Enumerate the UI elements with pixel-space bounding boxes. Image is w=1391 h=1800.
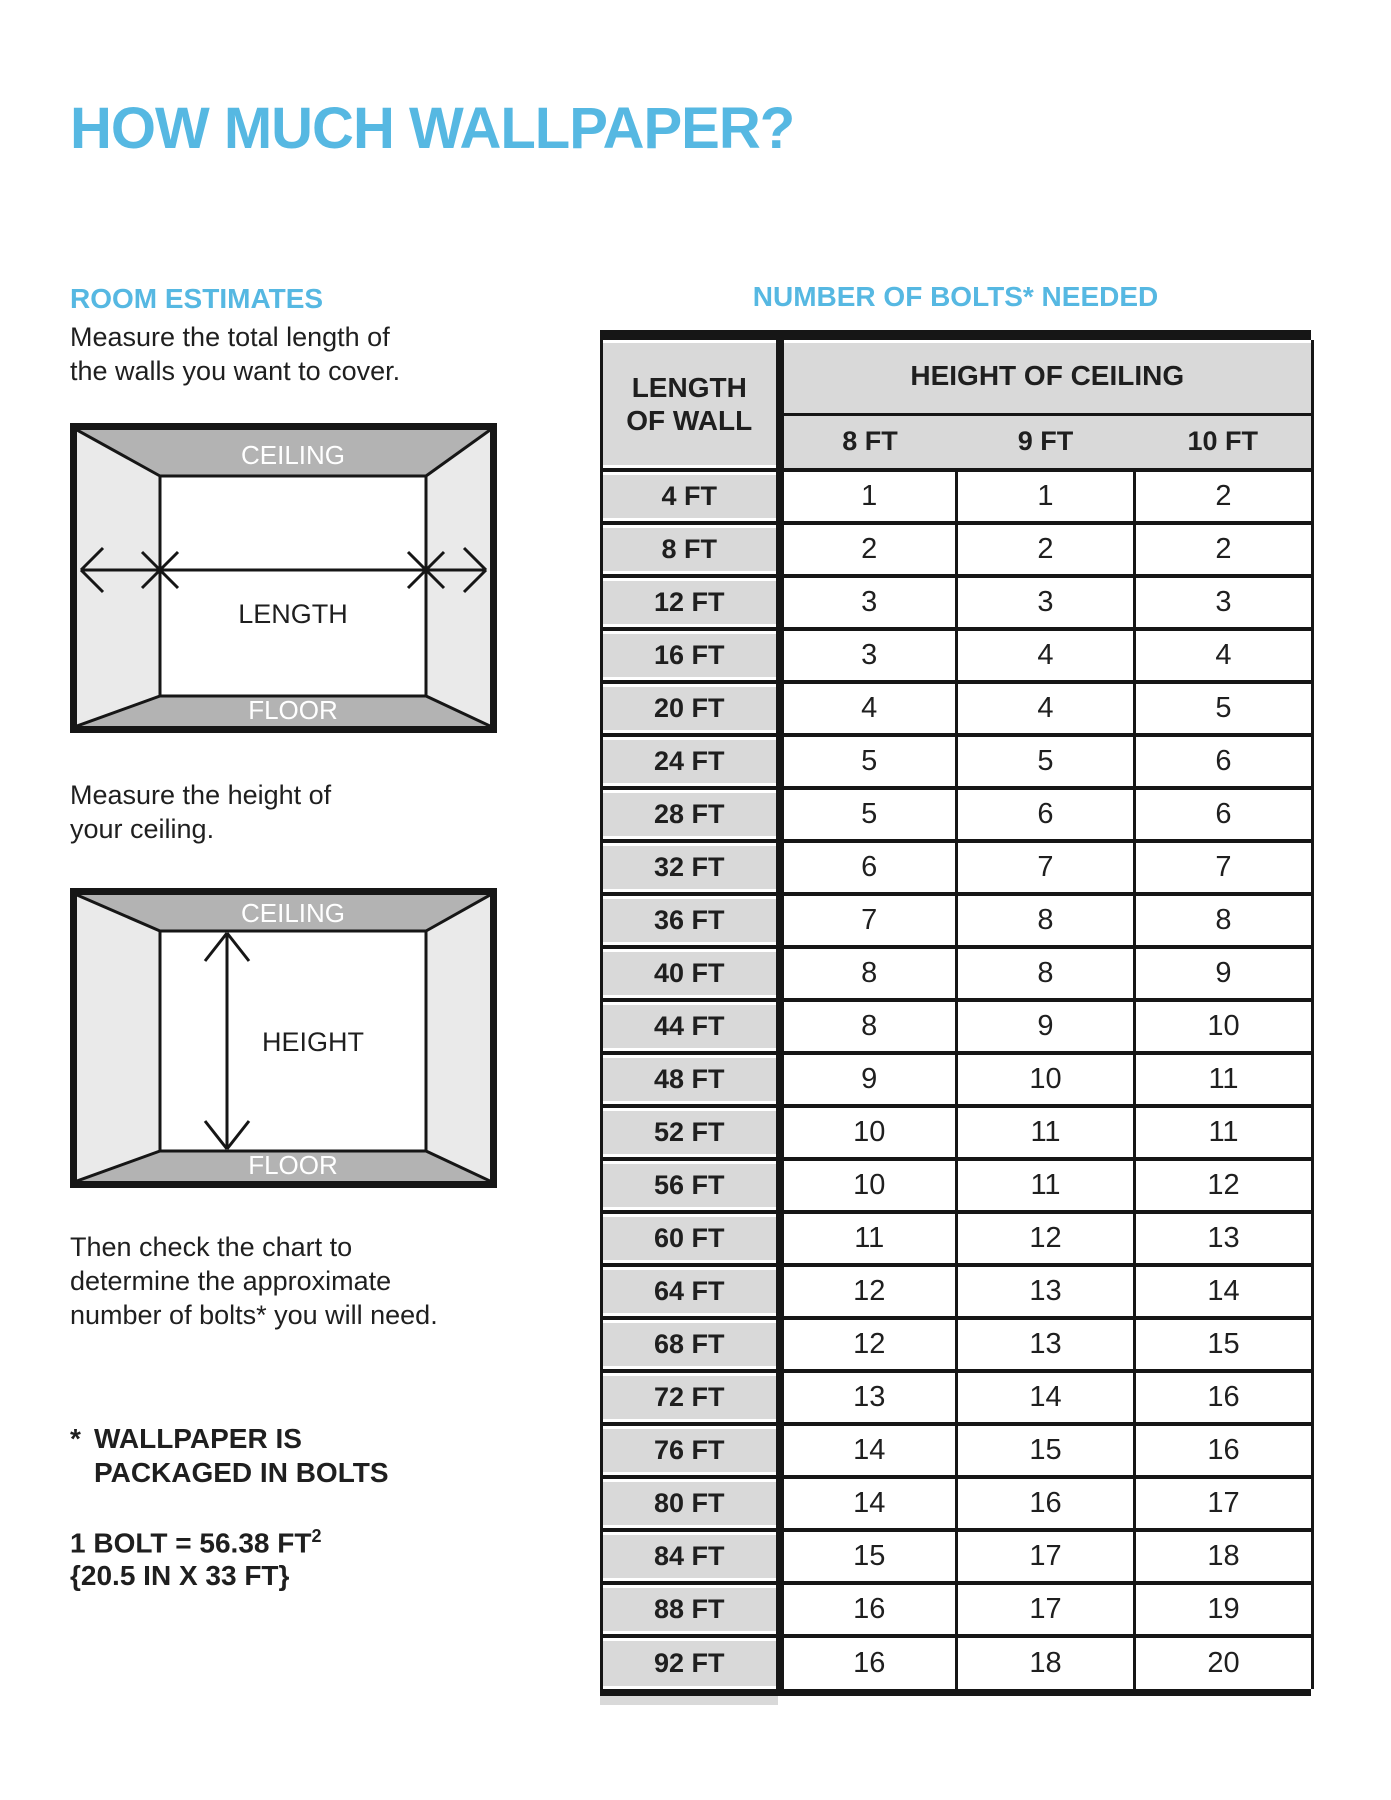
header-row [602, 340, 1313, 414]
height-room-diagram [70, 888, 497, 1188]
bolt-count-cell: 15 [780, 1530, 957, 1583]
row-header-92-ft: 92 FT [602, 1636, 780, 1689]
table-row [602, 629, 1313, 682]
bolt-count-cell: 6 [1135, 788, 1313, 841]
left-wall [77, 895, 160, 1181]
bolt-count-cell: 13 [780, 1371, 957, 1424]
height-label: HEIGHT [262, 1027, 365, 1057]
ceiling-label: CEILING [240, 898, 346, 928]
row-header-56-ft: 56 FT [602, 1159, 780, 1212]
row-header-76-ft: 76 FT [602, 1424, 780, 1477]
bolt-count-cell: 11 [780, 1212, 957, 1265]
table-row [602, 1477, 1313, 1530]
row-header-44-ft: 44 FT [602, 1000, 780, 1053]
row-header-4-ft: 4 FT [602, 470, 780, 523]
row-header-20-ft: 20 FT [602, 682, 780, 735]
bolt-count-cell: 8 [1135, 894, 1313, 947]
bolt-count-cell: 6 [957, 788, 1135, 841]
table-row [602, 1424, 1313, 1477]
bolt-count-cell: 6 [1135, 735, 1313, 788]
bolt-count-cell: 5 [1135, 682, 1313, 735]
bolt-count-cell: 14 [957, 1371, 1135, 1424]
bolt-count-cell: 16 [780, 1636, 957, 1689]
bolts-table-container [600, 330, 1311, 1696]
bolt-count-cell: 3 [780, 629, 957, 682]
bolt-dimensions: {20.5 IN X 33 FT} [70, 1560, 290, 1592]
measure-length-paragraph [70, 320, 400, 388]
bolt-count-cell: 16 [957, 1477, 1135, 1530]
bolt-count-cell: 8 [780, 947, 957, 1000]
row-header-64-ft: 64 FT [602, 1265, 780, 1318]
bolt-count-cell: 2 [1135, 523, 1313, 576]
bolt-count-cell: 1 [780, 470, 957, 523]
bolt-count-cell: 5 [780, 735, 957, 788]
bolt-count-cell: 4 [1135, 629, 1313, 682]
bolt-count-cell: 19 [1135, 1583, 1313, 1636]
paragraph-line: Measure the height of [70, 780, 332, 810]
col-header-9ft: 9 FT [957, 414, 1135, 470]
paragraph-line: determine the approximate [70, 1266, 392, 1296]
col-header-8ft: 8 FT [780, 414, 957, 470]
footnote-line: WALLPAPER IS [94, 1423, 302, 1454]
bolt-count-cell: 12 [957, 1212, 1135, 1265]
bolt-count-cell: 10 [780, 1106, 957, 1159]
bolts-needed-heading: NUMBER OF BOLTS* NEEDED [752, 281, 1159, 313]
bolt-count-cell: 15 [957, 1424, 1135, 1477]
bolt-count-cell: 14 [1135, 1265, 1313, 1318]
bolt-count-cell: 5 [957, 735, 1135, 788]
bolt-count-cell: 15 [1135, 1318, 1313, 1371]
bolt-count-cell: 11 [1135, 1106, 1313, 1159]
bolt-count-cell: 11 [957, 1106, 1135, 1159]
ceiling-label: CEILING [240, 440, 346, 470]
length-label: LENGTH [238, 599, 348, 629]
table-row [602, 1636, 1313, 1689]
bolt-count-cell: 13 [957, 1318, 1135, 1371]
table-row [602, 1530, 1313, 1583]
bolt-count-cell: 4 [780, 682, 957, 735]
table-row [602, 1583, 1313, 1636]
row-header-12-ft: 12 FT [602, 576, 780, 629]
row-header-40-ft: 40 FT [602, 947, 780, 1000]
row-header-52-ft: 52 FT [602, 1106, 780, 1159]
length-room-diagram [70, 423, 497, 733]
bolt-count-cell: 9 [1135, 947, 1313, 1000]
table-row [602, 1371, 1313, 1424]
bolt-count-cell: 10 [957, 1053, 1135, 1106]
table-row [602, 1318, 1313, 1371]
bolt-count-cell: 5 [780, 788, 957, 841]
bolt-count-cell: 7 [1135, 841, 1313, 894]
length-room-drawing [77, 430, 490, 726]
bolt-count-cell: 10 [780, 1159, 957, 1212]
bolt-count-cell: 8 [957, 947, 1135, 1000]
floor-label: FLOOR [248, 695, 338, 725]
table-footer-stub [600, 1696, 778, 1705]
row-header-60-ft: 60 FT [602, 1212, 780, 1265]
row-header-16-ft: 16 FT [602, 629, 780, 682]
footnote-text [94, 1422, 389, 1490]
paragraph-line: number of bolts* you will need. [70, 1300, 438, 1330]
table-row [602, 841, 1313, 894]
bolt-count-cell: 2 [1135, 470, 1313, 523]
table-row [602, 788, 1313, 841]
table-row [602, 523, 1313, 576]
bolt-count-cell: 4 [957, 682, 1135, 735]
height-of-ceiling-header: HEIGHT OF CEILING [780, 340, 1313, 414]
bolt-count-cell: 6 [780, 841, 957, 894]
bolt-count-cell: 12 [780, 1318, 957, 1371]
table-row [602, 1212, 1313, 1265]
bolt-count-cell: 11 [957, 1159, 1135, 1212]
right-wall [426, 895, 490, 1181]
table-row [602, 1106, 1313, 1159]
bolt-size-info [70, 1520, 321, 1592]
asterisk: * [70, 1423, 81, 1454]
row-header-24-ft: 24 FT [602, 735, 780, 788]
bolt-count-cell: 2 [957, 523, 1135, 576]
bolt-count-cell: 8 [957, 894, 1135, 947]
row-header-88-ft: 88 FT [602, 1583, 780, 1636]
bolt-count-cell: 9 [957, 1000, 1135, 1053]
table-row [602, 1000, 1313, 1053]
bolt-count-cell: 3 [780, 576, 957, 629]
bolt-count-cell: 7 [957, 841, 1135, 894]
table-row [602, 1265, 1313, 1318]
bolts-table [600, 340, 1314, 1689]
bolt-count-cell: 10 [1135, 1000, 1313, 1053]
check-chart-paragraph [70, 1230, 438, 1332]
bolt-count-cell: 1 [957, 470, 1135, 523]
bolt-count-cell: 7 [780, 894, 957, 947]
bolt-count-cell: 17 [1135, 1477, 1313, 1530]
height-room-drawing [77, 895, 490, 1181]
bolt-count-cell: 13 [1135, 1212, 1313, 1265]
row-header-72-ft: 72 FT [602, 1371, 780, 1424]
bolt-count-cell: 16 [780, 1583, 957, 1636]
footnote-line: PACKAGED IN BOLTS [94, 1457, 389, 1488]
bolt-equation: 1 BOLT = 56.38 $FT^2$ [70, 1526, 322, 1559]
bolt-count-cell: 13 [957, 1265, 1135, 1318]
bolt-count-cell: 17 [957, 1530, 1135, 1583]
length-of-wall-header: LENGTH OF WALL [602, 340, 780, 470]
paragraph-line: the walls you want to cover. [70, 356, 401, 386]
table-row [602, 470, 1313, 523]
paragraph-line: Then check the chart to [70, 1232, 353, 1262]
bolt-count-cell: 2 [780, 523, 957, 576]
bolts-footnote [70, 1422, 389, 1490]
bolt-count-cell: 3 [957, 576, 1135, 629]
paragraph-line: Measure the total length of [70, 322, 390, 352]
table-row [602, 682, 1313, 735]
bolt-count-cell: 16 [1135, 1371, 1313, 1424]
floor-label: FLOOR [248, 1150, 338, 1180]
row-header-36-ft: 36 FT [602, 894, 780, 947]
table-row [602, 1159, 1313, 1212]
row-header-68-ft: 68 FT [602, 1318, 780, 1371]
row-header-84-ft: 84 FT [602, 1530, 780, 1583]
col-header-10ft: 10 FT [1135, 414, 1313, 470]
row-header-28-ft: 28 FT [602, 788, 780, 841]
table-row [602, 576, 1313, 629]
superscript-2: 2 [311, 1526, 322, 1546]
bolt-count-cell: 9 [780, 1053, 957, 1106]
row-header-8-ft: 8 FT [602, 523, 780, 576]
back-wall [160, 476, 426, 696]
bolt-count-cell: 3 [1135, 576, 1313, 629]
row-header-32-ft: 32 FT [602, 841, 780, 894]
bolt-count-cell: 18 [1135, 1530, 1313, 1583]
bolt-count-cell: 18 [957, 1636, 1135, 1689]
paragraph-line: your ceiling. [70, 814, 215, 844]
bolt-count-cell: 4 [957, 629, 1135, 682]
bolt-count-cell: 16 [1135, 1424, 1313, 1477]
page-title: HOW MUCH WALLPAPER? [70, 95, 795, 161]
bolt-count-cell: 17 [957, 1583, 1135, 1636]
row-header-48-ft: 48 FT [602, 1053, 780, 1106]
bolt-count-cell: 20 [1135, 1636, 1313, 1689]
table-row [602, 735, 1313, 788]
measure-height-paragraph [70, 778, 331, 846]
table-row [602, 947, 1313, 1000]
bolt-count-cell: 8 [780, 1000, 957, 1053]
bolt-count-cell: 14 [780, 1477, 957, 1530]
row-header-80-ft: 80 FT [602, 1477, 780, 1530]
table-row [602, 894, 1313, 947]
bolt-count-cell: 12 [1135, 1159, 1313, 1212]
bolt-count-cell: 11 [1135, 1053, 1313, 1106]
bolt-count-cell: 12 [780, 1265, 957, 1318]
table-row [602, 1053, 1313, 1106]
room-estimates-heading: ROOM ESTIMATES [70, 283, 324, 315]
bolt-count-cell: 14 [780, 1424, 957, 1477]
